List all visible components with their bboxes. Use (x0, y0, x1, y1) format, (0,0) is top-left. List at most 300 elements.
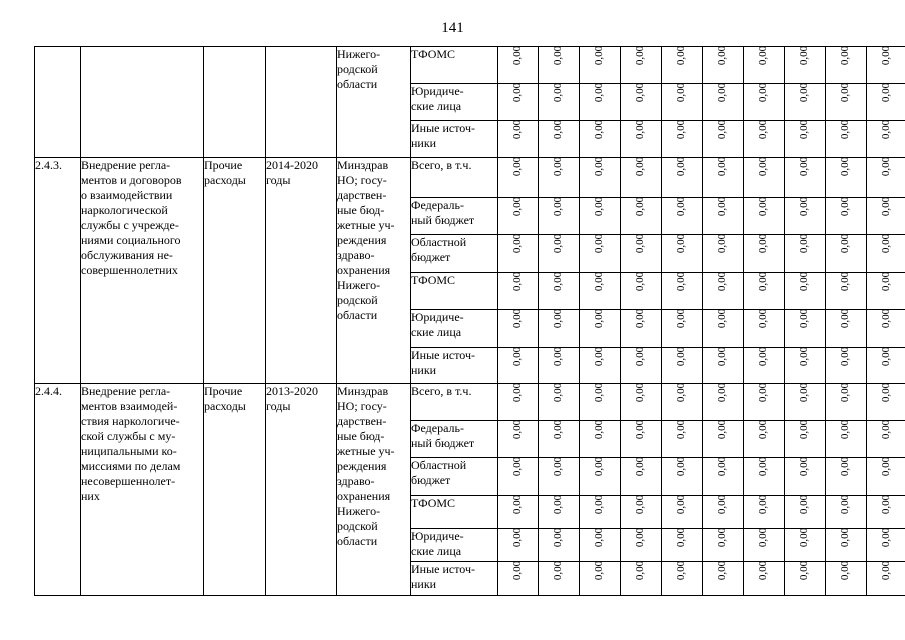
executor: Нижего- родской области (337, 47, 411, 158)
value-text: 0,00 (675, 119, 688, 140)
value-text: 0,00 (552, 419, 565, 440)
funding-source: Иные источ- ники (411, 562, 498, 596)
value-text: 0,00 (552, 456, 565, 477)
value-cell (867, 310, 905, 348)
item-title (81, 47, 204, 158)
value-text: 0,00 (552, 308, 565, 329)
value-text: 0,00 (511, 271, 524, 292)
value-cell (539, 562, 580, 596)
value-text: 0,00 (675, 271, 688, 292)
value-text: 0,00 (634, 308, 647, 329)
value-cell (867, 384, 905, 421)
value-cell (498, 273, 539, 310)
value-text: 0,00 (634, 527, 647, 548)
value-text: 0,00 (675, 45, 688, 66)
value-text: 0,00 (511, 527, 524, 548)
value-cell (867, 121, 905, 158)
value-cell (580, 235, 621, 273)
value-text: 0,00 (798, 382, 811, 403)
value-cell (785, 47, 826, 84)
funding-source: ТФОМС (411, 47, 498, 84)
value-cell (826, 421, 867, 458)
value-cell (744, 384, 785, 421)
value-cell (867, 198, 905, 235)
value-text: 0,00 (634, 382, 647, 403)
value-cell (703, 235, 744, 273)
value-text: 0,00 (757, 560, 770, 581)
value-cell (703, 496, 744, 529)
value-cell (785, 158, 826, 198)
value-cell (785, 348, 826, 384)
value-cell (662, 458, 703, 496)
value-cell (498, 562, 539, 596)
value-text: 0,00 (634, 271, 647, 292)
value-cell (621, 235, 662, 273)
value-text: 0,00 (839, 308, 852, 329)
value-text: 0,00 (757, 346, 770, 367)
value-text: 0,00 (634, 419, 647, 440)
value-cell (621, 529, 662, 562)
value-text: 0,00 (839, 382, 852, 403)
value-cell (539, 158, 580, 198)
value-text: 0,00 (880, 382, 893, 403)
value-text: 0,00 (757, 233, 770, 254)
expense-type: Прочие расходы (204, 158, 266, 384)
executor: Минздрав НО; госу- дарствен- ные бюд- жетные уч- реждения здраво- охранения Нижего- родской области (337, 158, 411, 384)
value-cell (662, 496, 703, 529)
value-text: 0,00 (716, 456, 729, 477)
value-cell (498, 384, 539, 421)
value-text: 0,00 (593, 119, 606, 140)
value-cell (785, 529, 826, 562)
value-cell (621, 562, 662, 596)
value-cell (785, 421, 826, 458)
value-text: 0,00 (716, 271, 729, 292)
value-cell (826, 158, 867, 198)
value-text: 0,00 (880, 494, 893, 515)
value-text: 0,00 (552, 233, 565, 254)
value-cell (539, 273, 580, 310)
value-cell (498, 121, 539, 158)
value-cell (826, 273, 867, 310)
value-cell (662, 84, 703, 121)
value-cell (539, 348, 580, 384)
value-text: 0,00 (552, 119, 565, 140)
value-text: 0,00 (511, 560, 524, 581)
value-cell (580, 529, 621, 562)
value-text: 0,00 (839, 560, 852, 581)
years: 2013-2020 годы (266, 384, 337, 596)
funding-source: ТФОМС (411, 273, 498, 310)
value-cell (826, 121, 867, 158)
value-text: 0,00 (675, 560, 688, 581)
item-number (35, 47, 81, 158)
value-text: 0,00 (511, 45, 524, 66)
value-text: 0,00 (880, 527, 893, 548)
value-text: 0,00 (716, 119, 729, 140)
value-cell (744, 158, 785, 198)
value-cell (826, 348, 867, 384)
value-text: 0,00 (593, 45, 606, 66)
value-cell (662, 198, 703, 235)
value-text: 0,00 (757, 156, 770, 177)
value-text: 0,00 (716, 527, 729, 548)
value-text: 0,00 (839, 196, 852, 217)
value-cell (785, 198, 826, 235)
value-text: 0,00 (593, 308, 606, 329)
value-cell (498, 310, 539, 348)
value-text: 0,00 (593, 419, 606, 440)
value-text: 0,00 (798, 119, 811, 140)
value-cell (785, 273, 826, 310)
value-text: 0,00 (675, 156, 688, 177)
value-text: 0,00 (757, 82, 770, 103)
value-text: 0,00 (552, 45, 565, 66)
value-cell (703, 529, 744, 562)
value-text: 0,00 (675, 419, 688, 440)
value-cell (867, 529, 905, 562)
value-cell (539, 84, 580, 121)
value-text: 0,00 (634, 156, 647, 177)
value-cell (662, 310, 703, 348)
value-text: 0,00 (880, 456, 893, 477)
value-text: 0,00 (593, 196, 606, 217)
value-cell (580, 562, 621, 596)
value-cell (662, 47, 703, 84)
value-cell (498, 198, 539, 235)
value-cell (867, 47, 905, 84)
value-text: 0,00 (839, 156, 852, 177)
value-text: 0,00 (593, 456, 606, 477)
value-cell (826, 529, 867, 562)
value-cell (580, 496, 621, 529)
funding-source: Всего, в т.ч. (411, 158, 498, 198)
value-text: 0,00 (716, 196, 729, 217)
value-cell (744, 348, 785, 384)
value-text: 0,00 (757, 119, 770, 140)
value-cell (785, 496, 826, 529)
value-text: 0,00 (839, 119, 852, 140)
value-text: 0,00 (880, 45, 893, 66)
funding-source: ТФОМС (411, 496, 498, 529)
value-cell (703, 562, 744, 596)
budget-table (34, 46, 905, 596)
value-cell (867, 348, 905, 384)
value-text: 0,00 (634, 560, 647, 581)
value-text: 0,00 (839, 233, 852, 254)
value-cell (703, 421, 744, 458)
expense-type (204, 47, 266, 158)
value-text: 0,00 (552, 346, 565, 367)
value-cell (744, 84, 785, 121)
value-cell (867, 273, 905, 310)
item-number: 2.4.4. (35, 384, 81, 596)
value-cell (539, 198, 580, 235)
value-cell (621, 458, 662, 496)
value-text: 0,00 (552, 271, 565, 292)
value-text: 0,00 (593, 156, 606, 177)
value-text: 0,00 (757, 45, 770, 66)
value-cell (826, 384, 867, 421)
value-cell (744, 421, 785, 458)
value-cell (703, 84, 744, 121)
value-text: 0,00 (839, 271, 852, 292)
value-cell (498, 158, 539, 198)
value-cell (580, 121, 621, 158)
value-cell (826, 496, 867, 529)
value-text: 0,00 (798, 82, 811, 103)
value-text: 0,00 (511, 82, 524, 103)
value-text: 0,00 (880, 560, 893, 581)
value-cell (580, 310, 621, 348)
value-text: 0,00 (757, 456, 770, 477)
value-text: 0,00 (511, 419, 524, 440)
value-text: 0,00 (839, 45, 852, 66)
value-text: 0,00 (511, 119, 524, 140)
value-cell (703, 384, 744, 421)
value-text: 0,00 (798, 233, 811, 254)
value-cell (867, 158, 905, 198)
value-cell (580, 47, 621, 84)
value-cell (703, 158, 744, 198)
table-row (35, 47, 905, 84)
value-cell (744, 273, 785, 310)
value-text: 0,00 (798, 419, 811, 440)
value-cell (867, 235, 905, 273)
funding-source: Всего, в т.ч. (411, 384, 498, 421)
value-text: 0,00 (798, 156, 811, 177)
value-text: 0,00 (880, 82, 893, 103)
value-text: 0,00 (798, 346, 811, 367)
value-cell (662, 235, 703, 273)
value-text: 0,00 (716, 45, 729, 66)
value-cell (826, 458, 867, 496)
value-cell (539, 421, 580, 458)
value-text: 0,00 (880, 119, 893, 140)
value-text: 0,00 (757, 308, 770, 329)
value-cell (580, 384, 621, 421)
value-cell (744, 47, 785, 84)
value-text: 0,00 (511, 156, 524, 177)
value-cell (662, 158, 703, 198)
value-cell (621, 273, 662, 310)
value-cell (539, 235, 580, 273)
value-text: 0,00 (675, 527, 688, 548)
value-cell (498, 84, 539, 121)
value-cell (498, 529, 539, 562)
value-text: 0,00 (511, 233, 524, 254)
value-text: 0,00 (880, 346, 893, 367)
value-text: 0,00 (511, 456, 524, 477)
value-text: 0,00 (798, 45, 811, 66)
item-number: 2.4.3. (35, 158, 81, 384)
value-text: 0,00 (593, 494, 606, 515)
value-cell (621, 496, 662, 529)
value-text: 0,00 (798, 456, 811, 477)
value-cell (662, 562, 703, 596)
funding-source: Иные источ- ники (411, 121, 498, 158)
value-text: 0,00 (593, 82, 606, 103)
value-text: 0,00 (634, 346, 647, 367)
value-cell (703, 348, 744, 384)
value-text: 0,00 (798, 271, 811, 292)
value-text: 0,00 (716, 419, 729, 440)
value-text: 0,00 (716, 494, 729, 515)
value-text: 0,00 (511, 196, 524, 217)
value-text: 0,00 (880, 156, 893, 177)
value-cell (785, 84, 826, 121)
value-text: 0,00 (839, 456, 852, 477)
value-text: 0,00 (593, 346, 606, 367)
value-cell (703, 273, 744, 310)
value-text: 0,00 (716, 233, 729, 254)
value-text: 0,00 (716, 156, 729, 177)
expense-type: Прочие расходы (204, 384, 266, 596)
value-cell (498, 458, 539, 496)
value-cell (867, 84, 905, 121)
value-cell (744, 562, 785, 596)
value-text: 0,00 (552, 560, 565, 581)
value-cell (744, 529, 785, 562)
value-cell (580, 84, 621, 121)
funding-source: Федераль- ный бюджет (411, 198, 498, 235)
value-cell (662, 529, 703, 562)
years (266, 47, 337, 158)
value-text: 0,00 (552, 494, 565, 515)
years: 2014-2020 годы (266, 158, 337, 384)
value-cell (785, 562, 826, 596)
value-text: 0,00 (634, 119, 647, 140)
value-cell (498, 235, 539, 273)
value-text: 0,00 (716, 346, 729, 367)
value-cell (867, 458, 905, 496)
value-text: 0,00 (511, 308, 524, 329)
funding-source: Федераль- ный бюджет (411, 421, 498, 458)
value-cell (539, 496, 580, 529)
value-cell (621, 121, 662, 158)
value-cell (580, 458, 621, 496)
value-cell (621, 47, 662, 84)
value-cell (703, 458, 744, 496)
value-text: 0,00 (757, 382, 770, 403)
value-text: 0,00 (798, 494, 811, 515)
value-cell (867, 562, 905, 596)
value-text: 0,00 (798, 196, 811, 217)
value-cell (498, 421, 539, 458)
funding-source: Юридиче- ские лица (411, 529, 498, 562)
value-cell (580, 198, 621, 235)
value-cell (867, 496, 905, 529)
funding-source: Областной бюджет (411, 235, 498, 273)
value-text: 0,00 (675, 382, 688, 403)
value-text: 0,00 (880, 419, 893, 440)
value-text: 0,00 (880, 196, 893, 217)
value-cell (785, 121, 826, 158)
value-cell (785, 310, 826, 348)
value-cell (703, 198, 744, 235)
value-cell (744, 121, 785, 158)
item-title: Внедрение регла- ментов и договоров о взаимодействии наркологической службы с учрежде- ниями социального обслуживания не- совершеннолетних (81, 158, 204, 384)
value-cell (826, 562, 867, 596)
value-text: 0,00 (839, 419, 852, 440)
value-cell (539, 121, 580, 158)
value-cell (826, 310, 867, 348)
value-cell (662, 421, 703, 458)
table-row (35, 158, 905, 198)
value-text: 0,00 (716, 82, 729, 103)
value-cell (826, 198, 867, 235)
value-text: 0,00 (757, 271, 770, 292)
value-cell (498, 47, 539, 84)
value-text: 0,00 (552, 382, 565, 403)
value-cell (580, 421, 621, 458)
funding-source: Юридиче- ские лица (411, 84, 498, 121)
value-cell (539, 458, 580, 496)
value-text: 0,00 (552, 196, 565, 217)
value-text: 0,00 (593, 527, 606, 548)
funding-source: Иные источ- ники (411, 348, 498, 384)
value-text: 0,00 (675, 196, 688, 217)
value-cell (580, 158, 621, 198)
value-text: 0,00 (593, 233, 606, 254)
value-cell (580, 273, 621, 310)
value-cell (826, 235, 867, 273)
value-cell (621, 84, 662, 121)
value-text: 0,00 (593, 271, 606, 292)
value-text: 0,00 (593, 560, 606, 581)
value-text: 0,00 (552, 156, 565, 177)
value-cell (662, 348, 703, 384)
value-cell (785, 384, 826, 421)
page-number: 141 (441, 20, 464, 36)
value-cell (539, 310, 580, 348)
value-cell (498, 348, 539, 384)
item-title: Внедрение регла- ментов взаимодей- ствия наркологиче- ской службы с му- ниципальными ко- миссиями по делам несовершеннолет- них (81, 384, 204, 596)
value-cell (539, 47, 580, 84)
value-text: 0,00 (552, 527, 565, 548)
value-text: 0,00 (880, 308, 893, 329)
value-cell (744, 496, 785, 529)
value-cell (703, 121, 744, 158)
value-text: 0,00 (634, 82, 647, 103)
value-cell (867, 421, 905, 458)
value-text: 0,00 (634, 196, 647, 217)
value-text: 0,00 (634, 456, 647, 477)
value-cell (744, 235, 785, 273)
value-cell (826, 84, 867, 121)
value-cell (621, 384, 662, 421)
value-text: 0,00 (839, 346, 852, 367)
value-text: 0,00 (839, 527, 852, 548)
executor: Минздрав НО; госу- дарствен- ные бюд- жетные уч- реждения здраво- охранения Нижего- родской области (337, 384, 411, 596)
value-text: 0,00 (839, 82, 852, 103)
value-text: 0,00 (716, 382, 729, 403)
value-cell (662, 384, 703, 421)
value-text: 0,00 (675, 494, 688, 515)
value-text: 0,00 (880, 271, 893, 292)
value-cell (703, 47, 744, 84)
value-cell (703, 310, 744, 348)
value-text: 0,00 (716, 308, 729, 329)
value-text: 0,00 (675, 233, 688, 254)
value-text: 0,00 (757, 196, 770, 217)
value-cell (580, 348, 621, 384)
value-cell (621, 158, 662, 198)
table-row (35, 384, 905, 421)
value-text: 0,00 (552, 82, 565, 103)
value-cell (785, 458, 826, 496)
value-text: 0,00 (511, 382, 524, 403)
